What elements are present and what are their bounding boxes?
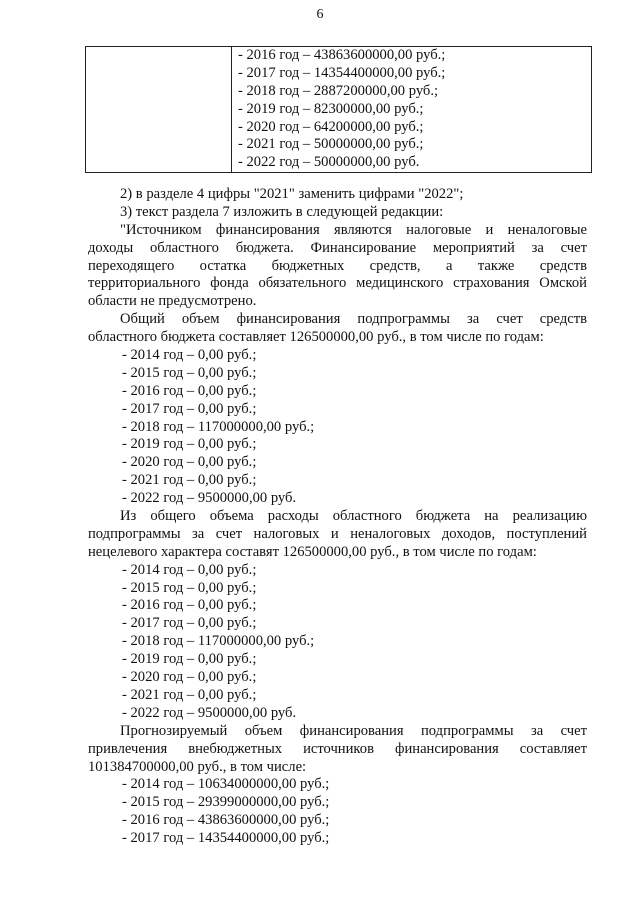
table-year-line: - 2020 год – 64200000,00 руб.; xyxy=(238,118,424,135)
list-item: - 2022 год – 9500000,00 руб. xyxy=(122,704,297,721)
paragraph-line: Из общего объема расходы областного бюджета на реализацию xyxy=(120,508,587,525)
amendment-item-2: 2) в разделе 4 цифры "2021" заменить цифрами "2022"; xyxy=(120,186,464,202)
amendment-item-3: 3) текст раздела 7 изложить в следующей редакции: xyxy=(120,203,444,220)
list-item: - 2015 год – 29399000000,00 руб.; xyxy=(122,794,330,811)
list-item: - 2017 год – 14354400000,00 руб.; xyxy=(122,830,330,847)
year-list-total xyxy=(88,347,587,508)
paragraph-line: области не предусмотрено. xyxy=(88,293,257,310)
paragraph-line: Прогнозируемый объем финансирования подпрограммы за счет xyxy=(120,722,587,739)
paragraph-line: областного бюджета составляет 126500000,00 руб., в том числе по годам: xyxy=(88,329,544,346)
list-item: - 2021 год – 0,00 руб.; xyxy=(122,472,257,489)
list-item: - 2016 год – 0,00 руб.; xyxy=(122,382,257,399)
paragraph-funding-source xyxy=(88,222,587,311)
paragraph-line: нецелевого характера составят 126500000,00 руб., в том числе по годам: xyxy=(88,543,537,560)
paragraph-line: 101384700000,00 руб., в том числе: xyxy=(88,758,307,775)
list-item: - 2018 год – 117000000,00 руб.; xyxy=(122,418,315,435)
paragraph-line: Общий объем финансирования подпрограммы за счет средств xyxy=(120,311,587,328)
paragraph-budget-expenses xyxy=(88,508,587,562)
list-item: - 2015 год – 0,00 руб.; xyxy=(122,579,257,596)
list-item: - 2014 год – 0,00 руб.; xyxy=(122,561,257,578)
paragraph-line: доходы областного бюджета. Финансирование мероприятий за счет xyxy=(88,239,587,256)
list-item: - 2014 год – 10634000000,00 руб.; xyxy=(122,776,330,793)
list-item: - 2020 год – 0,00 руб.; xyxy=(122,454,257,471)
paragraph-line: переходящего остатка бюджетных средств, а также средств xyxy=(88,257,587,274)
list-item: - 2017 год – 0,00 руб.; xyxy=(122,615,257,632)
list-item: - 2014 год – 0,00 руб.; xyxy=(122,347,257,364)
table-empty-cell xyxy=(86,47,232,172)
list-item: - 2017 год – 0,00 руб.; xyxy=(122,400,257,417)
table-year-line: - 2019 год – 82300000,00 руб.; xyxy=(238,100,424,117)
list-item: - 2016 год – 0,00 руб.; xyxy=(122,597,257,614)
list-item: - 2018 год – 117000000,00 руб.; xyxy=(122,633,315,650)
table-year-line: - 2021 год – 50000000,00 руб.; xyxy=(238,136,424,153)
list-item: - 2021 год – 0,00 руб.; xyxy=(122,686,257,703)
document-body xyxy=(88,186,587,848)
list-item: - 2020 год – 0,00 руб.; xyxy=(122,669,257,686)
table-year-line: - 2022 год – 50000000,00 руб. xyxy=(238,154,420,171)
list-item: - 2015 год – 0,00 руб.; xyxy=(122,364,257,381)
table-year-line: - 2017 год – 14354400000,00 руб.; xyxy=(238,64,446,81)
paragraph-line: подпрограммы за счет налоговых и неналоговых доходов, поступлений xyxy=(88,525,587,542)
paragraph-extrabudgetary xyxy=(88,723,587,777)
table-year-line: - 2016 год – 43863600000,00 руб.; xyxy=(238,47,446,63)
paragraph-line: привлечения внебюджетных источников финансирования составляет xyxy=(88,740,587,757)
table-years-cell xyxy=(232,47,591,172)
table-year-line: - 2018 год – 2887200000,00 руб.; xyxy=(238,82,439,99)
page-number: 6 xyxy=(316,7,324,22)
year-list-expenses xyxy=(88,562,587,723)
list-item: - 2019 год – 0,00 руб.; xyxy=(122,436,257,453)
list-item: - 2019 год – 0,00 руб.; xyxy=(122,651,257,668)
year-list-extrabudgetary xyxy=(88,776,587,848)
paragraph-line: территориального фонда обязательного медицинского страхования Омской xyxy=(88,275,587,292)
list-item: - 2016 год – 43863600000,00 руб.; xyxy=(122,812,330,829)
funding-table-fragment xyxy=(85,46,592,173)
paragraph-total-funding xyxy=(88,311,587,347)
paragraph-line: "Источником финансирования являются налоговые и неналоговые xyxy=(120,221,587,238)
list-item: - 2022 год – 9500000,00 руб. xyxy=(122,490,297,507)
